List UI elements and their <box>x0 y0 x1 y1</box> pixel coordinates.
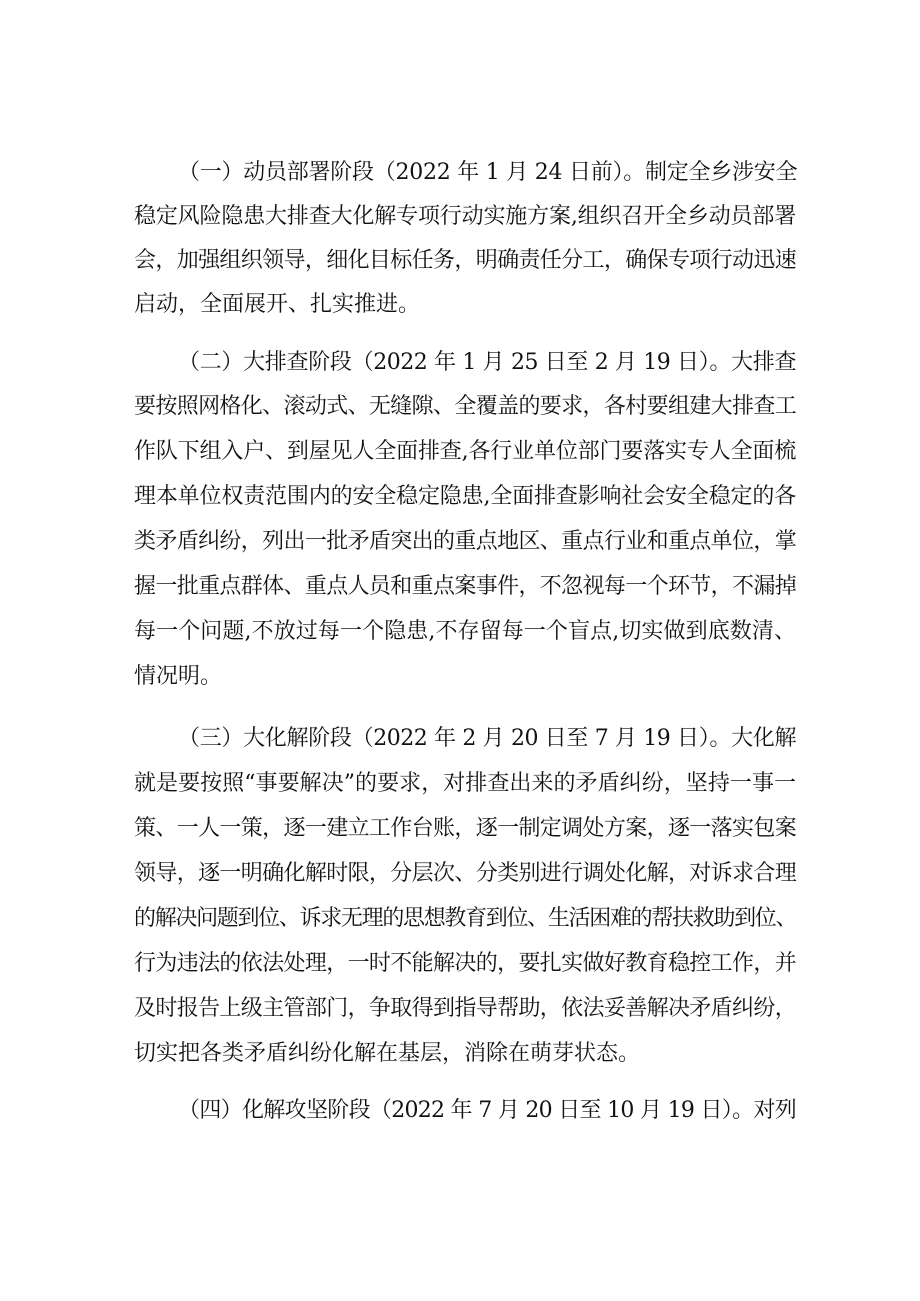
paragraph-2-line-3: 作队下组入户、到屋见人全面排查,各行业单位部门要落实专人全面梳 <box>134 439 796 464</box>
paragraph-3-line-3: 策、一人一策，逐一建立工作台账，逐一制定调处方案，逐一落实包案 <box>134 816 796 841</box>
paragraph-3-line-7: 及时报告上级主管部门，争取得到指导帮助，依法妥善解决矛盾纠纷， <box>134 996 796 1021</box>
paragraph-4-line-1: （四）化解攻坚阶段（2022 年 7 月 20 日至 10 月 19 日）。对列 <box>178 1098 796 1123</box>
paragraph-1-line-1: （一）动员部署阶段（2022 年 1 月 24 日前）。制定全乡涉安全 <box>178 160 798 185</box>
paragraph-2-line-1: （二）大排查阶段（2022 年 1 月 25 日至 2 月 19 日）。大排查 <box>178 350 796 375</box>
paragraph-3-line-4: 领导，逐一明确化解时限，分层次、分类别进行调处化解，对诉求合理 <box>134 861 796 886</box>
paragraph-3-line-2: 就是要按照“事要解决”的要求，对排查出来的矛盾纠纷，坚持一事一 <box>134 771 796 796</box>
paragraph-2-line-4: 理本单位权责范围内的安全稳定隐患,全面排查影响社会安全稳定的各 <box>134 484 796 509</box>
paragraph-2-line-5: 类矛盾纠纷，列出一批矛盾突出的重点地区、重点行业和重点单位，掌 <box>134 529 796 554</box>
paragraph-1-line-3: 会，加强组织领导，细化目标任务，明确责任分工，确保专项行动迅速 <box>134 248 796 273</box>
paragraph-1-line-2: 稳定风险隐患大排查大化解专项行动实施方案,组织召开全乡动员部署 <box>134 204 796 229</box>
paragraph-2-line-7: 每一个问题,不放过每一个隐患,不存留每一个盲点,切实做到底数清、 <box>134 619 796 644</box>
paragraph-2-line-8: 情况明。 <box>134 664 223 689</box>
paragraph-1-line-4: 启动，全面展开、扎实推进。 <box>134 292 421 317</box>
paragraph-3-line-5: 的解决问题到位、诉求无理的思想教育到位、生活困难的帮扶救助到位、 <box>134 906 796 931</box>
paragraph-3-line-8: 切实把各类矛盾纠纷化解在基层，消除在萌芽状态。 <box>134 1041 641 1066</box>
paragraph-2-line-2: 要按照网格化、滚动式、无缝隙、全覆盖的要求，各村要组建大排查工 <box>134 394 796 419</box>
paragraph-2-line-6: 握一批重点群体、重点人员和重点案事件，不忽视每一个环节，不漏掉 <box>134 574 796 599</box>
paragraph-3-line-1: （三）大化解阶段（2022 年 2 月 20 日至 7 月 19 日）。大化解 <box>178 726 796 751</box>
paragraph-3-line-6: 行为违法的依法处理，一时不能解决的，要扎实做好教育稳控工作，并 <box>134 951 796 976</box>
